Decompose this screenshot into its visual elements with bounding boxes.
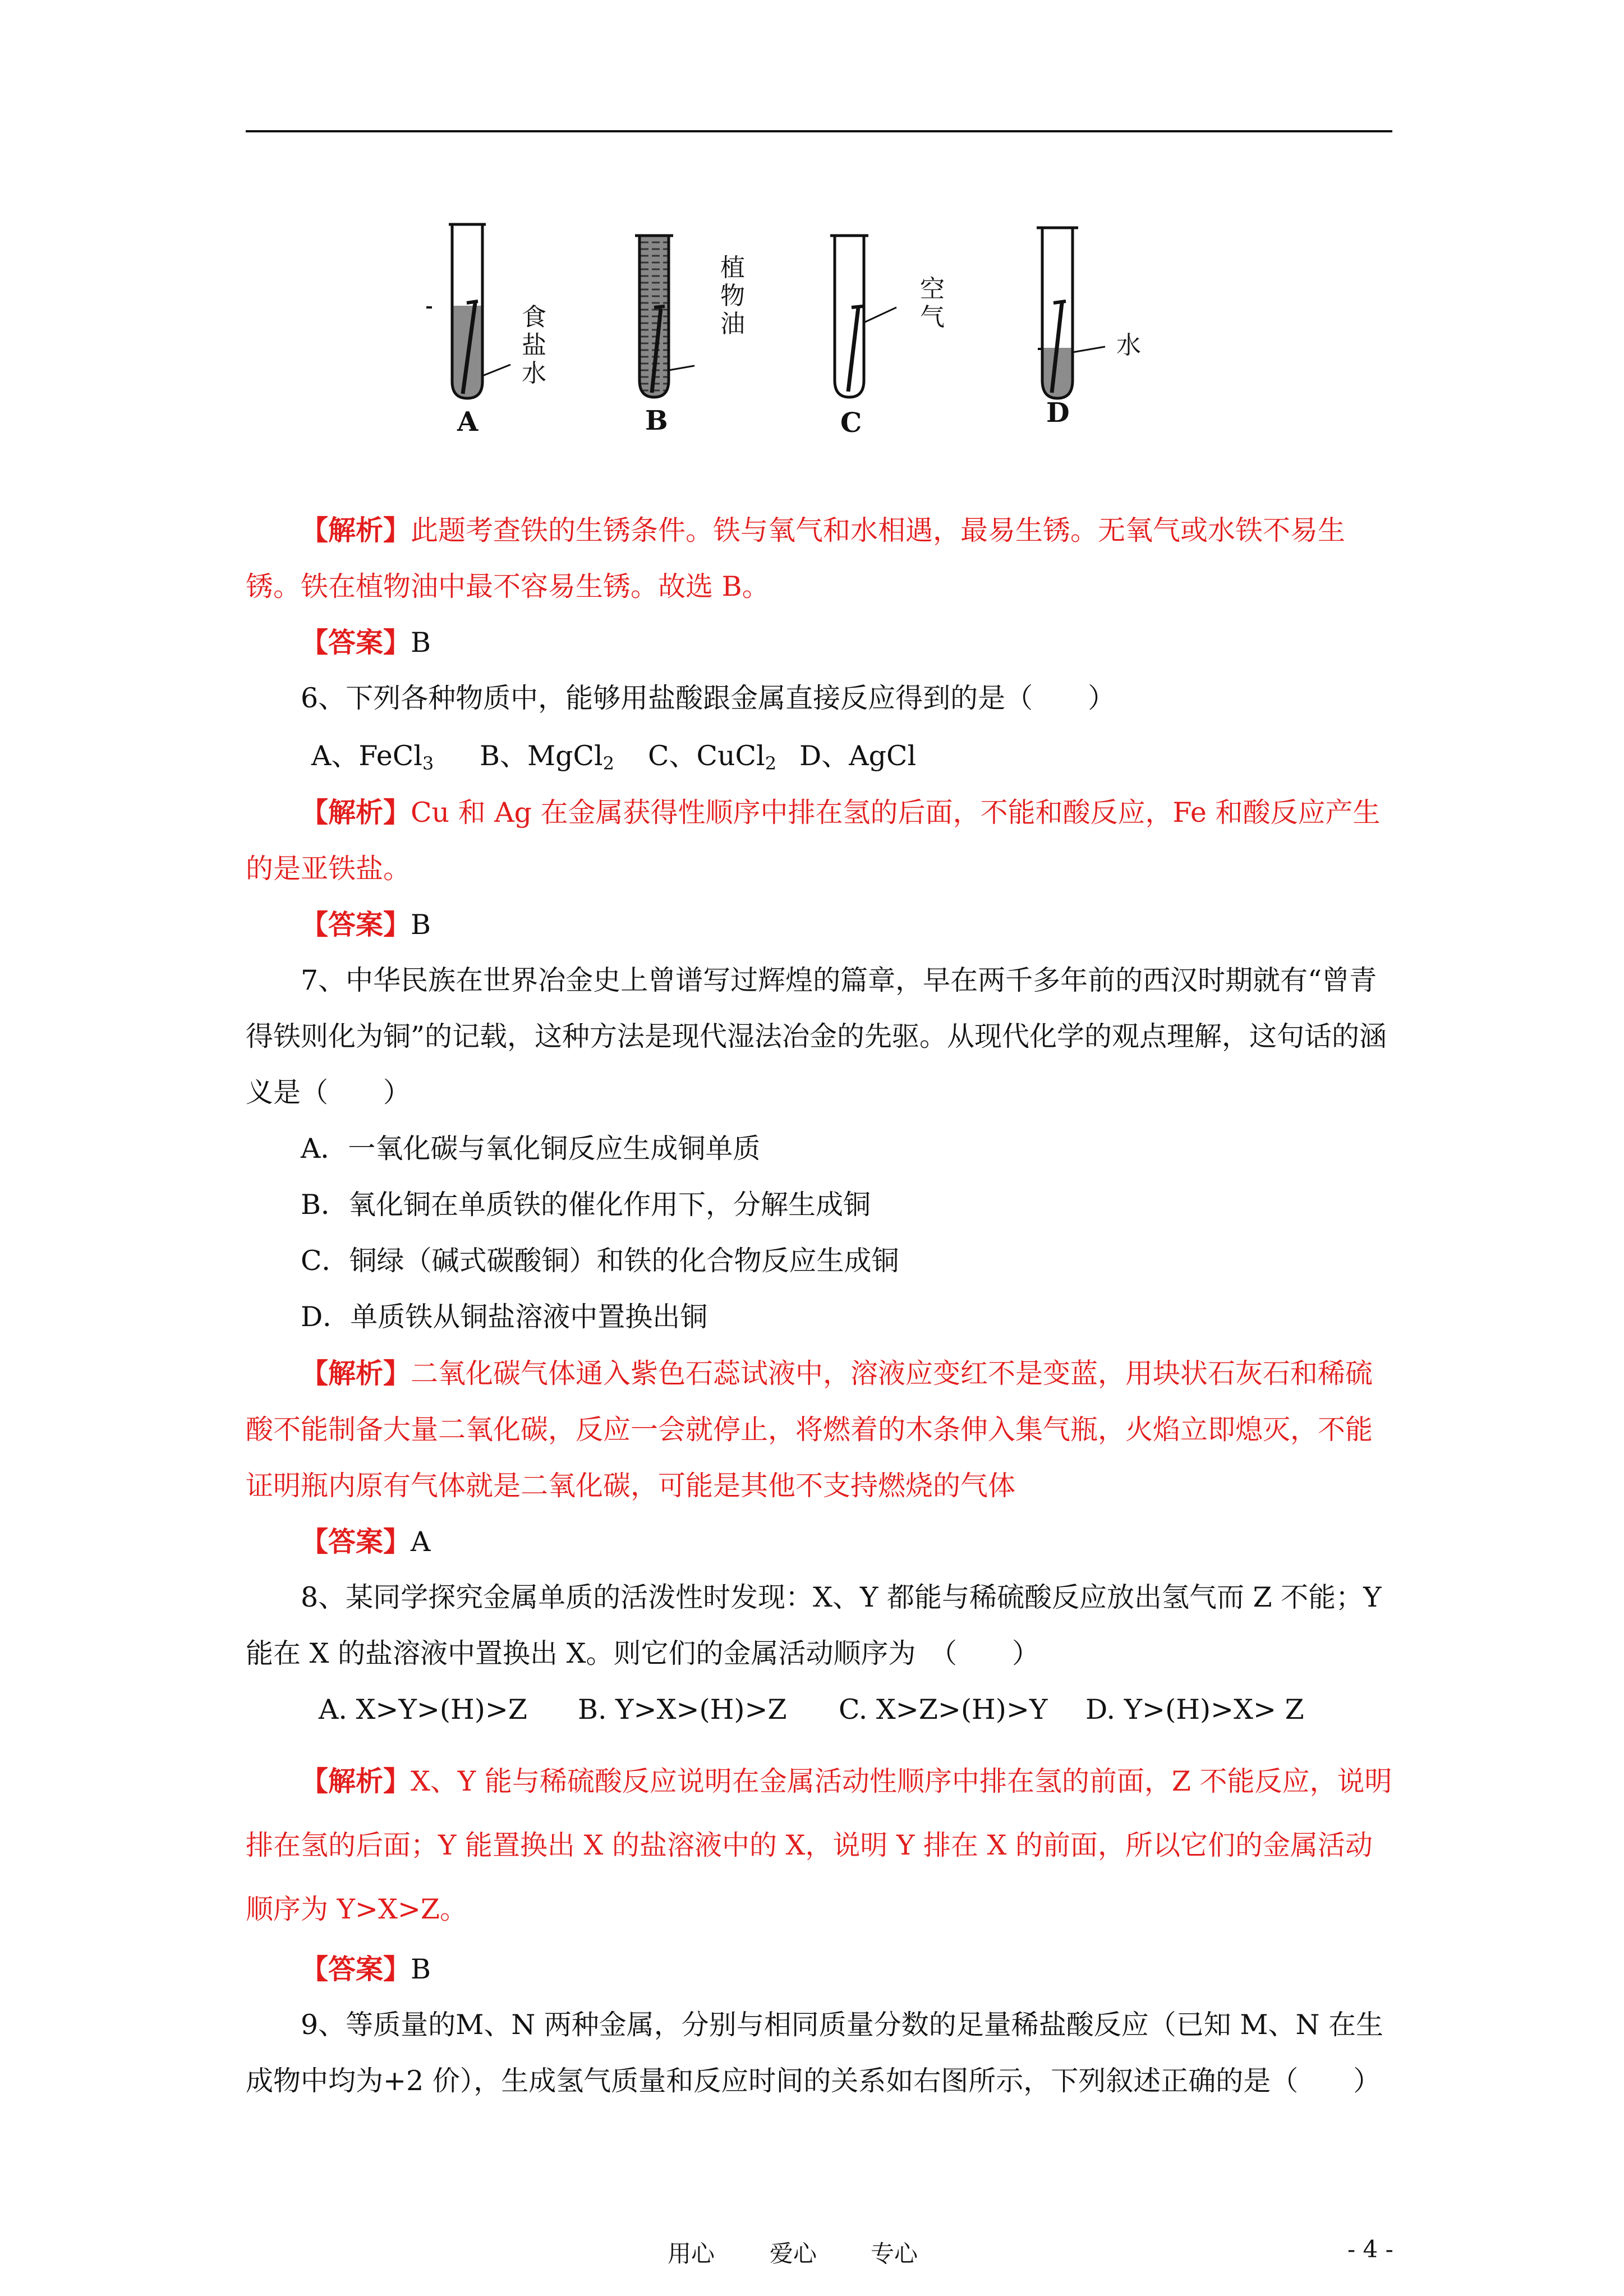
q5-analysis: 【解析】此题考查铁的生锈条件。铁与氧气和水相遇，最易生锈。无氧气或水铁不易生锈。铁在植物油中最不容易生锈。故选 B。 [246, 514, 1346, 602]
q7-option-b: B．氧化铜在单质铁的催化作用下，分解生成铜 [301, 1189, 871, 1221]
q6-question: 6、下列各种物质中，能够用盐酸跟金属直接反应得到的是（ ） [301, 682, 1116, 714]
tube-a-label-3: 水 [522, 359, 546, 388]
tube-b [635, 236, 694, 397]
header-rule [246, 130, 1392, 132]
q8-analysis: 【解析】X、Y 能与稀硫酸反应说明在金属活动性顺序中排在氢的前面，Z 不能反应，说明排在氢的后面；Y 能置换出 X 的盐溶液中的 X，说明 Y 排在 X 的前面，所以它们的金属活动顺序为 Y>X>Z。 [246, 1765, 1392, 1925]
q8-option-d: D. Y>(H)>X> Z [1085, 1694, 1304, 1726]
q8-answer: 【答案】B [301, 1953, 431, 1985]
tube-c [830, 236, 896, 397]
tube-c-letter: C [840, 407, 862, 439]
q5-answer: 【答案】B [301, 626, 431, 659]
q6-option-c: C、CuCl$_2$ [648, 740, 777, 774]
q7-option-d: D．单质铁从铜盐溶液中置换出铜 [301, 1301, 708, 1333]
footer-center-2: 爱心 [770, 2240, 817, 2267]
page-number: - 4 - [1347, 2235, 1393, 2263]
q7-analysis: 【解析】二氧化碳气体通入紫色石蕊试液中，溶液应变红不是变蓝，用块状石灰石和稀硫酸不能制备大量二氧化碳，反应一会就停止，将燃着的木条伸入集气瓶，火焰立即熄灭，不能证明瓶内原有气体就是二氧化碳，可能是其他不支持燃烧的气体 [246, 1357, 1373, 1502]
tube-a [426, 224, 510, 398]
q6-option-d: D、AgCl [799, 740, 917, 772]
tube-a-label-2: 盐 [522, 331, 546, 360]
tube-b-label-2: 物 [720, 282, 745, 310]
tube-a-letter: A [457, 406, 479, 438]
tube-d-letter: D [1046, 397, 1070, 429]
q8-option-a: A. X>Y>(H)>Z [319, 1694, 527, 1726]
q7-option-c: C．铜绿（碱式碳酸铜）和铁的化合物反应生成铜 [301, 1245, 899, 1277]
q6-option-b: B、MgCl$_2$ [480, 740, 615, 774]
q6-analysis: 【解析】Cu 和 Ag 在金属获得性顺序中排在氢的后面，不能和酸反应，Fe 和酸反应产生的是亚铁盐。 [246, 796, 1381, 885]
q7-question: 7、中华民族在世界冶金史上曾谱写过辉煌的篇章，早在两千多年前的西汉时期就有“曾青得铁则化为铜”的记载，这种方法是现代湿法冶金的先驱。从现代化学的观点理解，这句话的涵义是（ ） [246, 964, 1387, 1108]
tube-b-label-1: 植 [720, 254, 745, 282]
q8-option-c: C. X>Z>(H)>Y [839, 1694, 1048, 1726]
q6-answer: 【答案】B [301, 908, 431, 941]
q6-option-a: A、FeCl$_3$ [311, 740, 434, 774]
q9-question: 9、等质量的M、N 两种金属，分别与相同质量分数的足量稀盐酸反应（已知 M、N 在生成物中均为+2 价），生成氢气质量和反应时间的关系如右图所示，下列叙述正确的是（ ） [246, 2009, 1383, 2097]
q8-option-b: B. Y>X>(H)>Z [578, 1694, 787, 1726]
q8-question: 8、某同学探究金属单质的活泼性时发现：X、Y 都能与稀硫酸反应放出氢气而 Z 不能；Y 能在 X 的盐溶液中置换出 X。则它们的金属活动顺序为 （ ） [246, 1581, 1382, 1669]
tube-d-label-1: 水 [1116, 331, 1141, 360]
footer-center-3: 专心 [871, 2240, 918, 2267]
tube-b-letter: B [645, 405, 668, 436]
tube-c-label-2: 气 [920, 303, 945, 332]
footer-center-1: 用心 [668, 2240, 715, 2267]
tube-d [1037, 228, 1105, 398]
q7-answer: 【答案】A [301, 1525, 431, 1558]
test-tube-figure [426, 213, 1200, 449]
q7-option-a: A．一氧化碳与氧化铜反应生成铜单质 [301, 1133, 761, 1165]
tube-c-label-1: 空 [920, 275, 945, 303]
tube-a-label-1: 食 [522, 303, 546, 332]
tube-b-label-3: 油 [720, 310, 745, 338]
